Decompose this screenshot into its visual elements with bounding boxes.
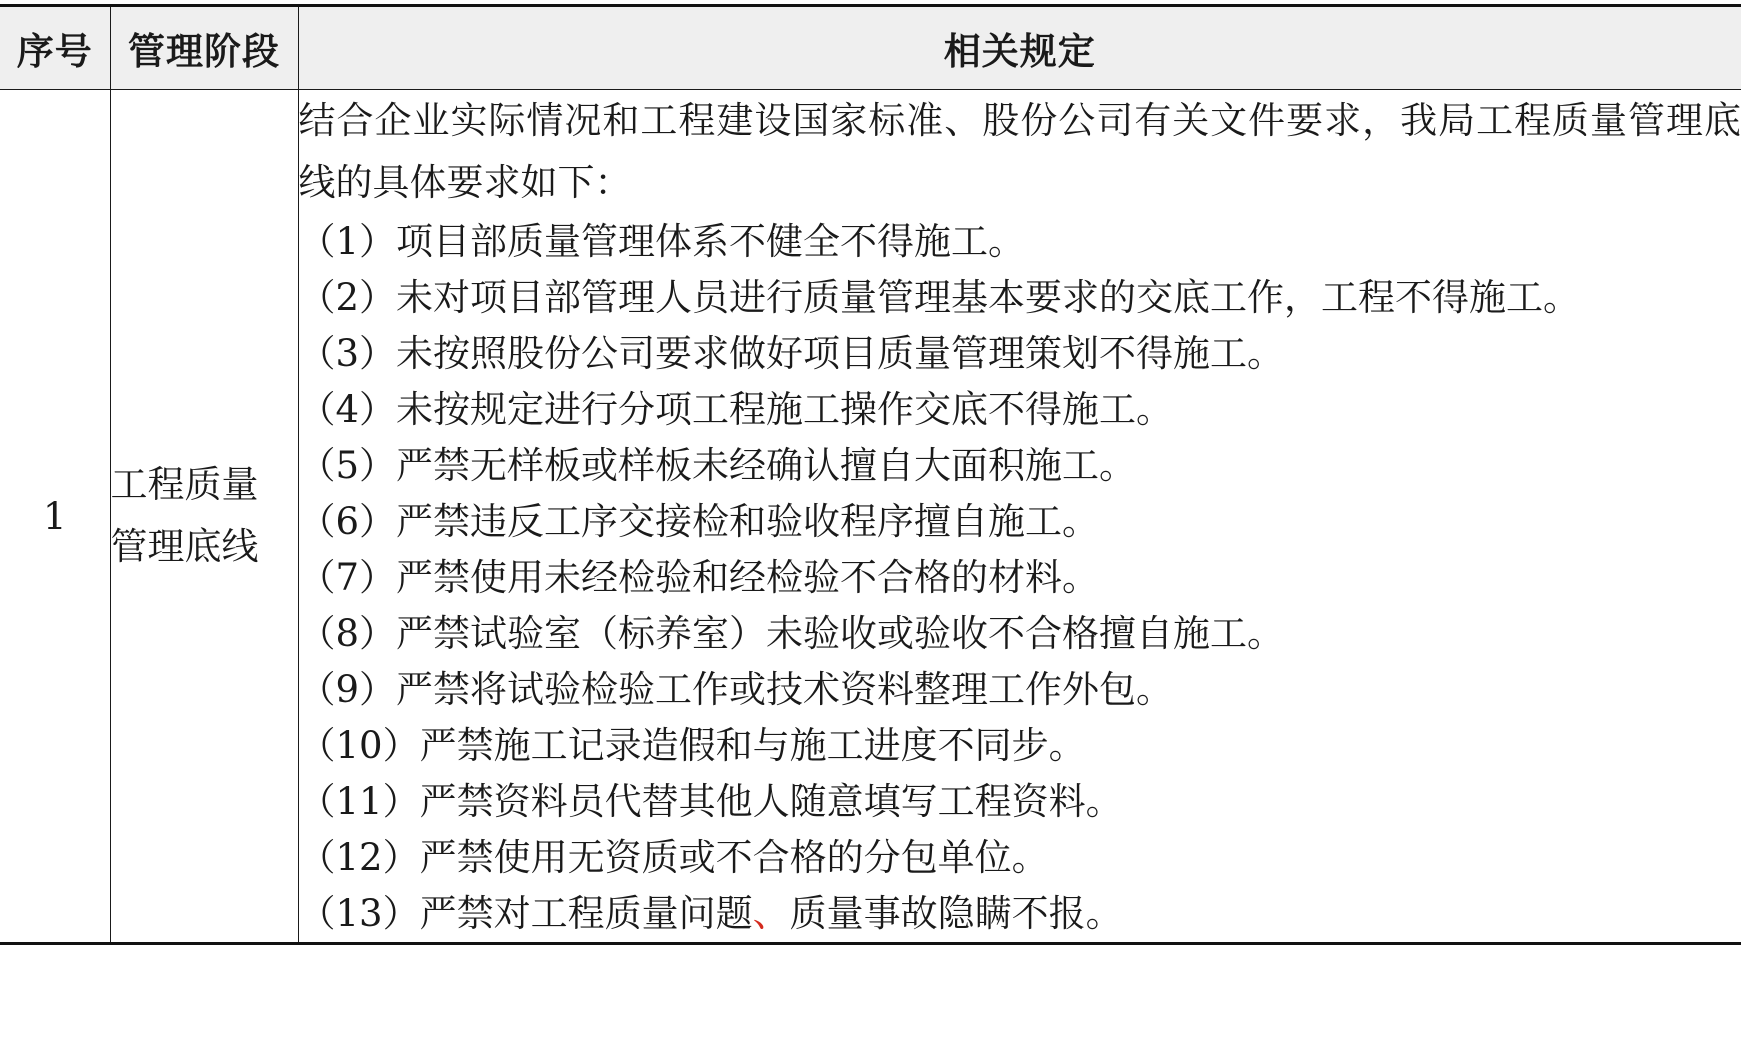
rule-item-12: （12）严禁使用无资质或不合格的分包单位。 (298, 836, 1049, 879)
regulation-table (0, 4, 1741, 945)
rule-item-4: （4）未按规定进行分项工程施工操作交底不得施工。 (298, 388, 1174, 431)
table-row (0, 90, 1741, 944)
rule-item-7: （7）严禁使用未经检验和经检验不合格的材料。 (298, 556, 1100, 599)
rule-item-10: （10）严禁施工记录造假和与施工进度不同步。 (298, 724, 1086, 767)
rule-item-1: （1）项目部质量管理体系不健全不得施工。 (298, 220, 1026, 263)
rule-item-9: （9）严禁将试验检验工作或技术资料整理工作外包。 (298, 668, 1174, 711)
rule-item-6: （6）严禁违反工序交接检和验收程序擅自施工。 (298, 500, 1100, 543)
rules-intro: 结合企业实际情况和工程建设国家标准、股份公司有关文件要求，我局工程质量管理底线的具体要求如下： (298, 99, 1741, 204)
header-stage: 管理阶段 (110, 6, 298, 90)
rule-item-13-part-2: 质量事故隐瞒不报。 (789, 892, 1123, 935)
rule-item-2: （2）未对项目部管理人员进行质量管理基本要求的交底工作，工程不得施工。 (298, 276, 1581, 319)
rule-item-13-part-1: （13）严禁对工程质量问题 (298, 892, 753, 935)
rule-list (299, 214, 1741, 942)
rules-cell (298, 90, 1741, 944)
red-punctuation-mark: 、 (752, 892, 790, 935)
header-rules: 相关规定 (298, 6, 1741, 90)
rule-item-3: （3）未按照股份公司要求做好项目质量管理策划不得施工。 (298, 332, 1285, 375)
seq-cell: 1 (0, 90, 110, 944)
rule-item-8: （8）严禁试验室（标养室）未验收或验收不合格擅自施工。 (298, 612, 1285, 655)
stage-line-2: 管理底线 (110, 525, 259, 568)
header-seq: 序号 (0, 6, 110, 90)
rule-item-5: （5）严禁无样板或样板未经确认擅自大面积施工。 (298, 444, 1137, 487)
stage-cell (110, 90, 298, 944)
stage-line-1: 工程质量 (110, 463, 259, 506)
rule-item-13 (299, 886, 1741, 942)
rule-item-11: （11）严禁资料员代替其他人随意填写工程资料。 (298, 780, 1123, 823)
header-row (0, 6, 1741, 90)
